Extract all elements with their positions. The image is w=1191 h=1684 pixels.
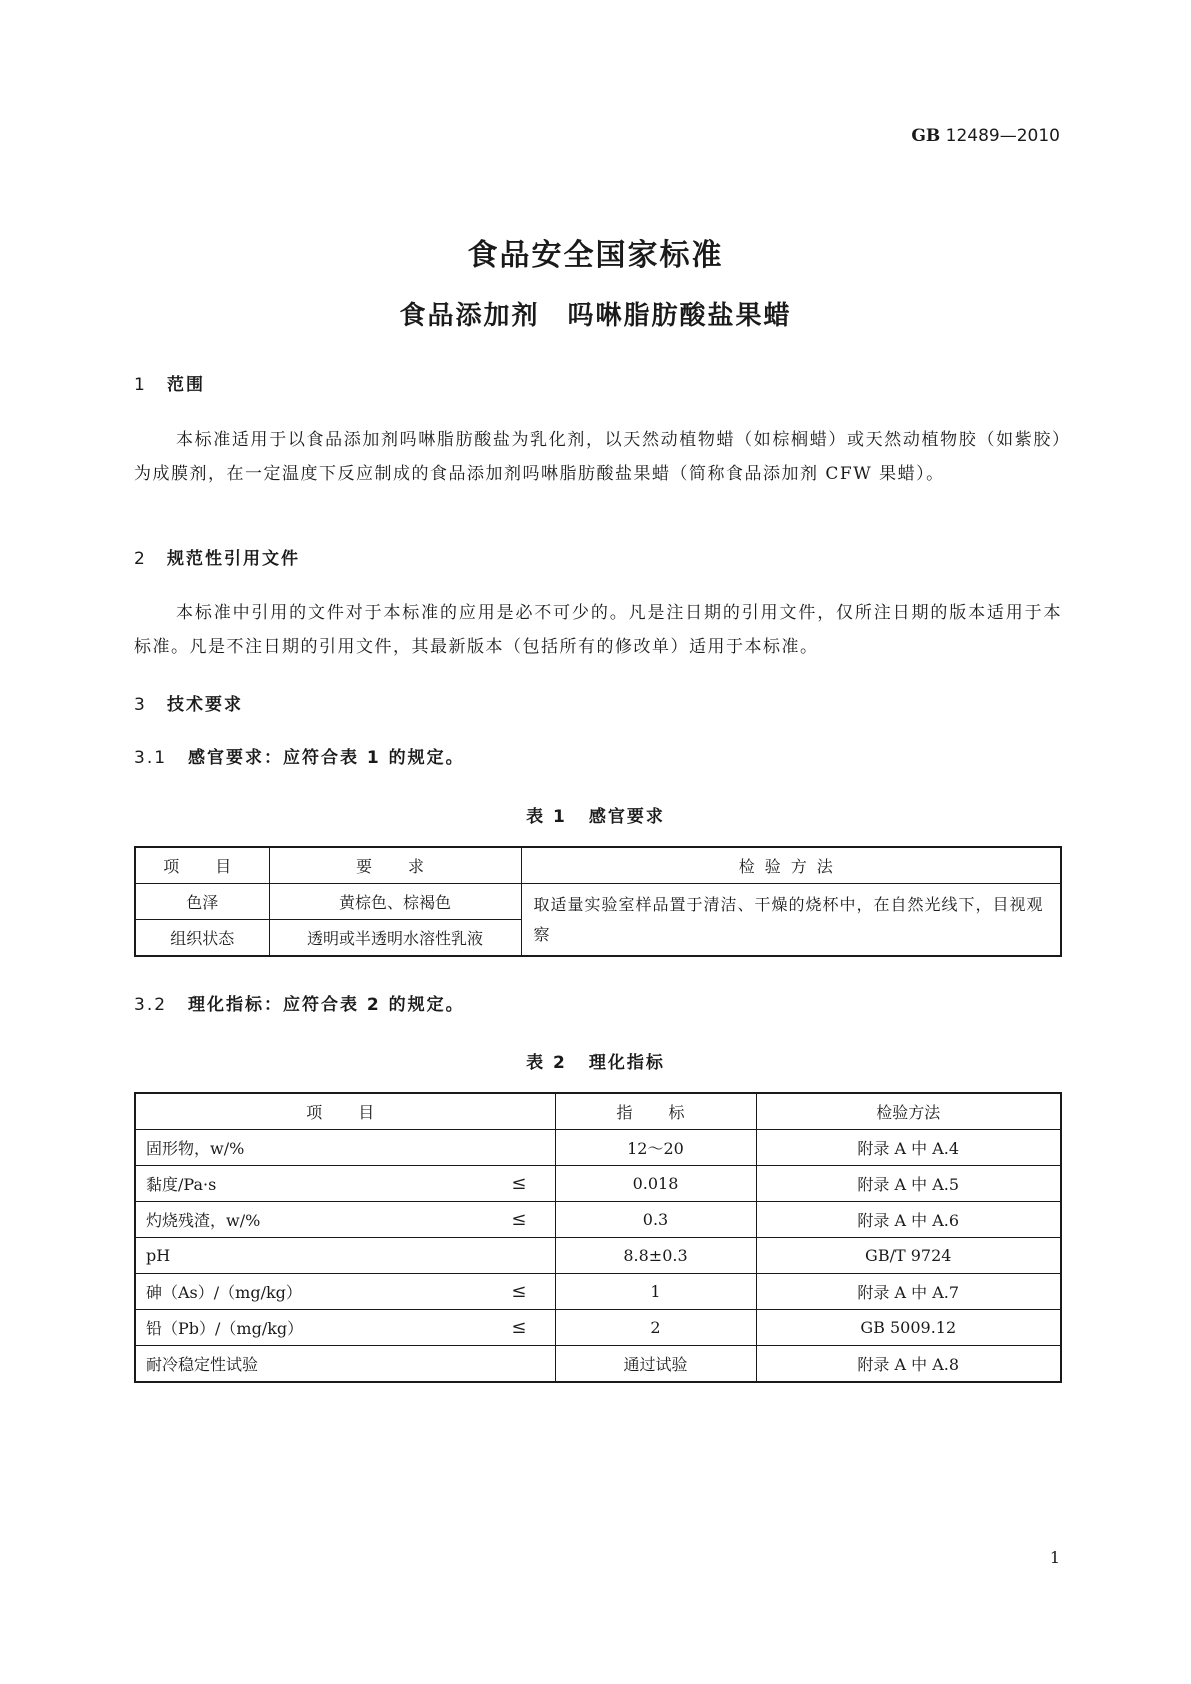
- row-value: 0.3: [555, 1202, 756, 1238]
- row-item: 砷（As）/（mg/kg）: [146, 1283, 302, 1302]
- row-item-cell: [135, 1202, 555, 1238]
- row-item-cell: [135, 1274, 555, 1310]
- table-1-caption: [0, 802, 1191, 827]
- row-item-cell: [135, 1238, 555, 1274]
- row-method: GB 5009.12: [756, 1310, 1061, 1346]
- row-item: 组织状态: [135, 920, 269, 957]
- row-value: 通过试验: [555, 1346, 756, 1383]
- table-row: [135, 1346, 1061, 1383]
- section-number: 3: [134, 695, 147, 715]
- row-requirement: 透明或半透明水溶性乳液: [269, 920, 521, 957]
- row-item: 铅（Pb）/（mg/kg）: [146, 1319, 304, 1338]
- physicochemical-table: [134, 1092, 1062, 1383]
- document-title: 食品安全国家标准: [467, 238, 724, 273]
- row-value: 1: [555, 1274, 756, 1310]
- row-value: 12～20: [555, 1130, 756, 1166]
- row-item: 耐冷稳定性试验: [146, 1355, 259, 1374]
- header-method: 检验方法: [756, 1093, 1061, 1130]
- document-subtitle: [0, 295, 1191, 332]
- caption-number: 表 2: [526, 1053, 567, 1073]
- header-method: 检验方法: [521, 847, 1061, 884]
- header-item: 项 目: [135, 1093, 555, 1130]
- le-symbol: ≤: [511, 1173, 527, 1194]
- row-method: 附录 A 中 A.8: [756, 1346, 1061, 1383]
- row-item-cell: [135, 1310, 555, 1346]
- section-title: 范围: [167, 375, 205, 395]
- table-row: [135, 1202, 1061, 1238]
- subsection-3-2: [134, 990, 465, 1015]
- caption-number: 表 1: [526, 807, 567, 827]
- sensory-requirements-table: [134, 846, 1062, 957]
- row-item-cell: [135, 1346, 555, 1383]
- row-method: 附录 A 中 A.4: [756, 1130, 1061, 1166]
- table-row: [135, 1130, 1061, 1166]
- section-title: 规范性引用文件: [167, 549, 300, 569]
- subsection-text: 理化指标：应符合表 2 的规定。: [188, 995, 465, 1015]
- row-method: 附录 A 中 A.5: [756, 1166, 1061, 1202]
- caption-title: 感官要求: [588, 807, 665, 827]
- table-header-row: [135, 1093, 1061, 1130]
- section-number: 1: [134, 375, 147, 395]
- section-heading-1: [134, 370, 205, 395]
- row-item: 灼烧残渣，w/%: [146, 1211, 261, 1230]
- table-2-caption: [0, 1048, 1191, 1073]
- section-title: 技术要求: [167, 695, 243, 715]
- subsection-number: 3.1: [134, 748, 168, 768]
- table-row: [135, 1166, 1061, 1202]
- section-1-paragraph: 本标准适用于以食品添加剂吗啉脂肪酸盐为乳化剂，以天然动植物蜡（如棕榈蜡）或天然动植物胶（如紫胶）为成膜剂，在一定温度下反应制成的食品添加剂吗啉脂肪酸盐果蜡（简称食品添加剂 CFW 果蜡）。: [134, 430, 1062, 484]
- table-row: [135, 884, 1061, 920]
- row-value: 2: [555, 1310, 756, 1346]
- row-requirement: 黄棕色、棕褐色: [269, 884, 521, 920]
- subsection-number: 3.2: [134, 995, 168, 1015]
- section-number: 2: [134, 549, 147, 569]
- table-row: [135, 1238, 1061, 1274]
- row-method: 取适量实验室样品置于清洁、干燥的烧杯中，在自然光线下，目视观察: [521, 884, 1061, 957]
- row-method: 附录 A 中 A.7: [756, 1274, 1061, 1310]
- section-2-paragraph: 本标准中引用的文件对于本标准的应用是必不可少的。凡是注日期的引用文件，仅所注日期的版本适用于本标准。凡是不注日期的引用文件，其最新版本（包括所有的修改单）适用于本标准。: [134, 603, 1062, 657]
- subtitle-part-1: 食品添加剂: [399, 301, 540, 331]
- row-item-cell: [135, 1166, 555, 1202]
- page-number: 1: [1049, 1548, 1060, 1567]
- header-indicator: 指 标: [555, 1093, 756, 1130]
- le-symbol: ≤: [511, 1209, 527, 1230]
- table-row: [135, 1274, 1061, 1310]
- standard-number: [900, 126, 1060, 146]
- subsection-text: 感官要求：应符合表 1 的规定。: [188, 748, 465, 768]
- row-item: 固形物，w/%: [146, 1139, 245, 1158]
- row-method: GB/T 9724: [756, 1238, 1061, 1274]
- header-requirement: 要 求: [269, 847, 521, 884]
- table-header-row: [135, 847, 1061, 884]
- table-row: [135, 1310, 1061, 1346]
- section-heading-2: [134, 544, 300, 569]
- row-value: 8.8±0.3: [555, 1238, 756, 1274]
- subtitle-part-2: 吗啉脂肪酸盐果蜡: [567, 301, 792, 331]
- subsection-3-1: [134, 743, 465, 768]
- row-item-cell: [135, 1130, 555, 1166]
- row-item: 黏度/Pa·s: [146, 1175, 217, 1194]
- header-item: 项 目: [135, 847, 269, 884]
- le-symbol: ≤: [511, 1317, 527, 1338]
- row-item: 色泽: [135, 884, 269, 920]
- standard-code: 12489—2010: [945, 126, 1060, 146]
- row-item: pH: [146, 1246, 171, 1265]
- row-method: 附录 A 中 A.6: [756, 1202, 1061, 1238]
- row-value: 0.018: [555, 1166, 756, 1202]
- standard-prefix: GB: [911, 126, 941, 146]
- section-heading-3: [134, 690, 243, 715]
- caption-title: 理化指标: [588, 1053, 665, 1073]
- le-symbol: ≤: [511, 1281, 527, 1302]
